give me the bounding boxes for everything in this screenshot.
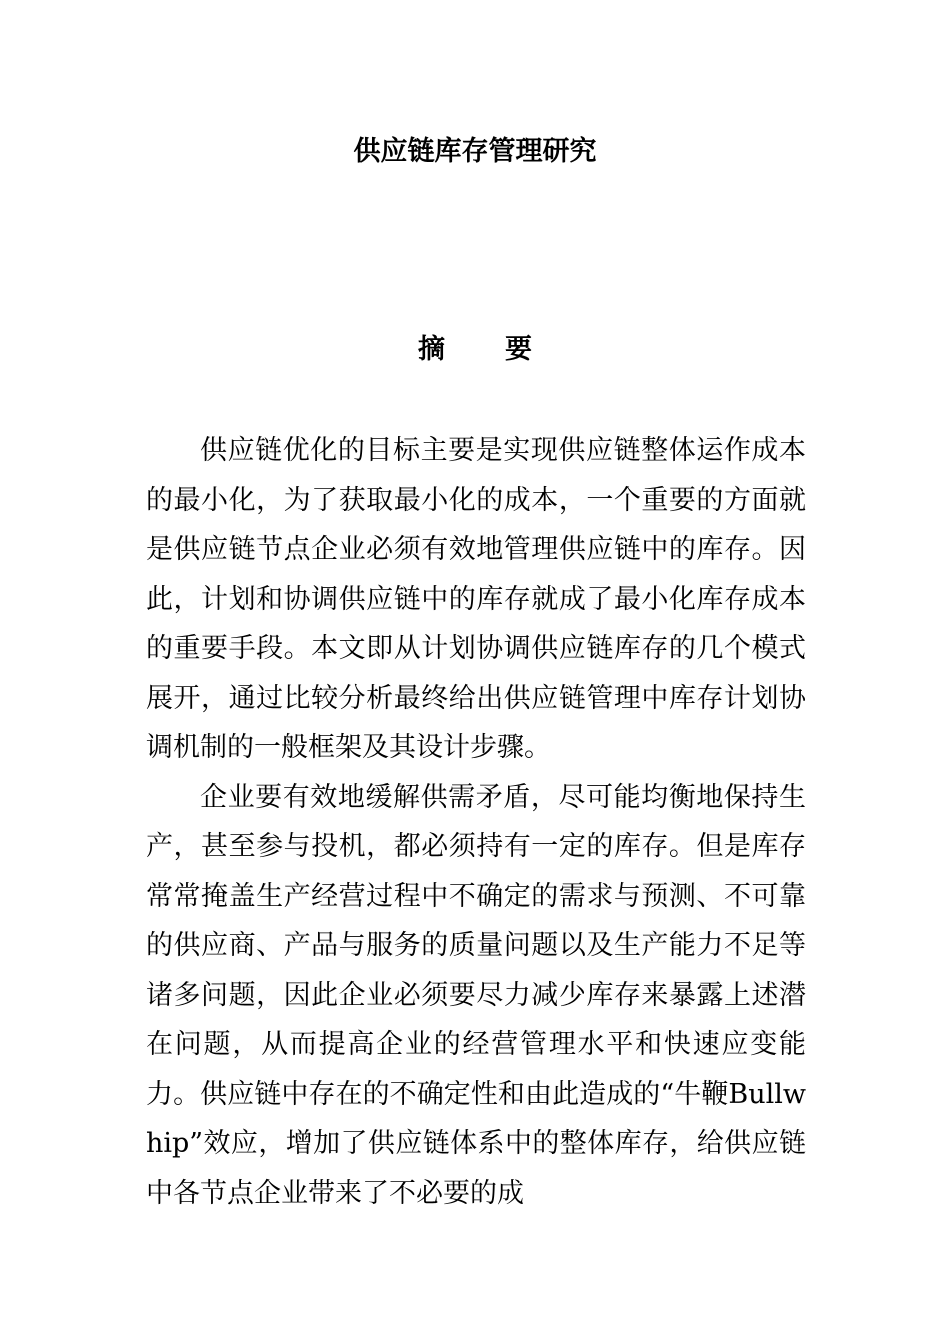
abstract-heading xyxy=(0,330,950,370)
document-title: 供应链库存管理研究 xyxy=(353,136,597,167)
paragraph-1: 供应链优化的目标主要是实现供应链整体运作成本的最小化，为了获取最小化的成本，一个重要的方面就是供应链节点企业必须有效地管理供应链中的库存。因此，计划和协调供应链中的库存就成了最小化库存成本的重要手段。本文即从计划协调供应链库存的几个模式展开，通过比较分析最终给出供应链管理中库存计划协调机制的一般框架及其设计步骤。 xyxy=(146,435,806,763)
abstract-body xyxy=(146,426,806,1218)
abstract-heading-char-2: 要 xyxy=(505,334,532,365)
abstract-heading-char-1: 摘 xyxy=(418,334,445,365)
paragraph-2: 企业要有效地缓解供需矛盾，尽可能均衡地保持生产，甚至参与投机，都必须持有一定的库存。但是库存常常掩盖生产经营过程中不确定的需求与预测、不可靠的供应商、产品与服务的质量问题以及生产能力不足等诸多问题，因此企业必须要尽力减少库存来暴露上述潜在问题，从而提高企业的经营管理水平和快速应变能力。供应链中存在的不确定性和由此造成的“牛鞭Bullwhip”效应，增加了供应链体系中的整体库存，给供应链中各节点企业带来了不必要的成 xyxy=(146,781,806,1209)
